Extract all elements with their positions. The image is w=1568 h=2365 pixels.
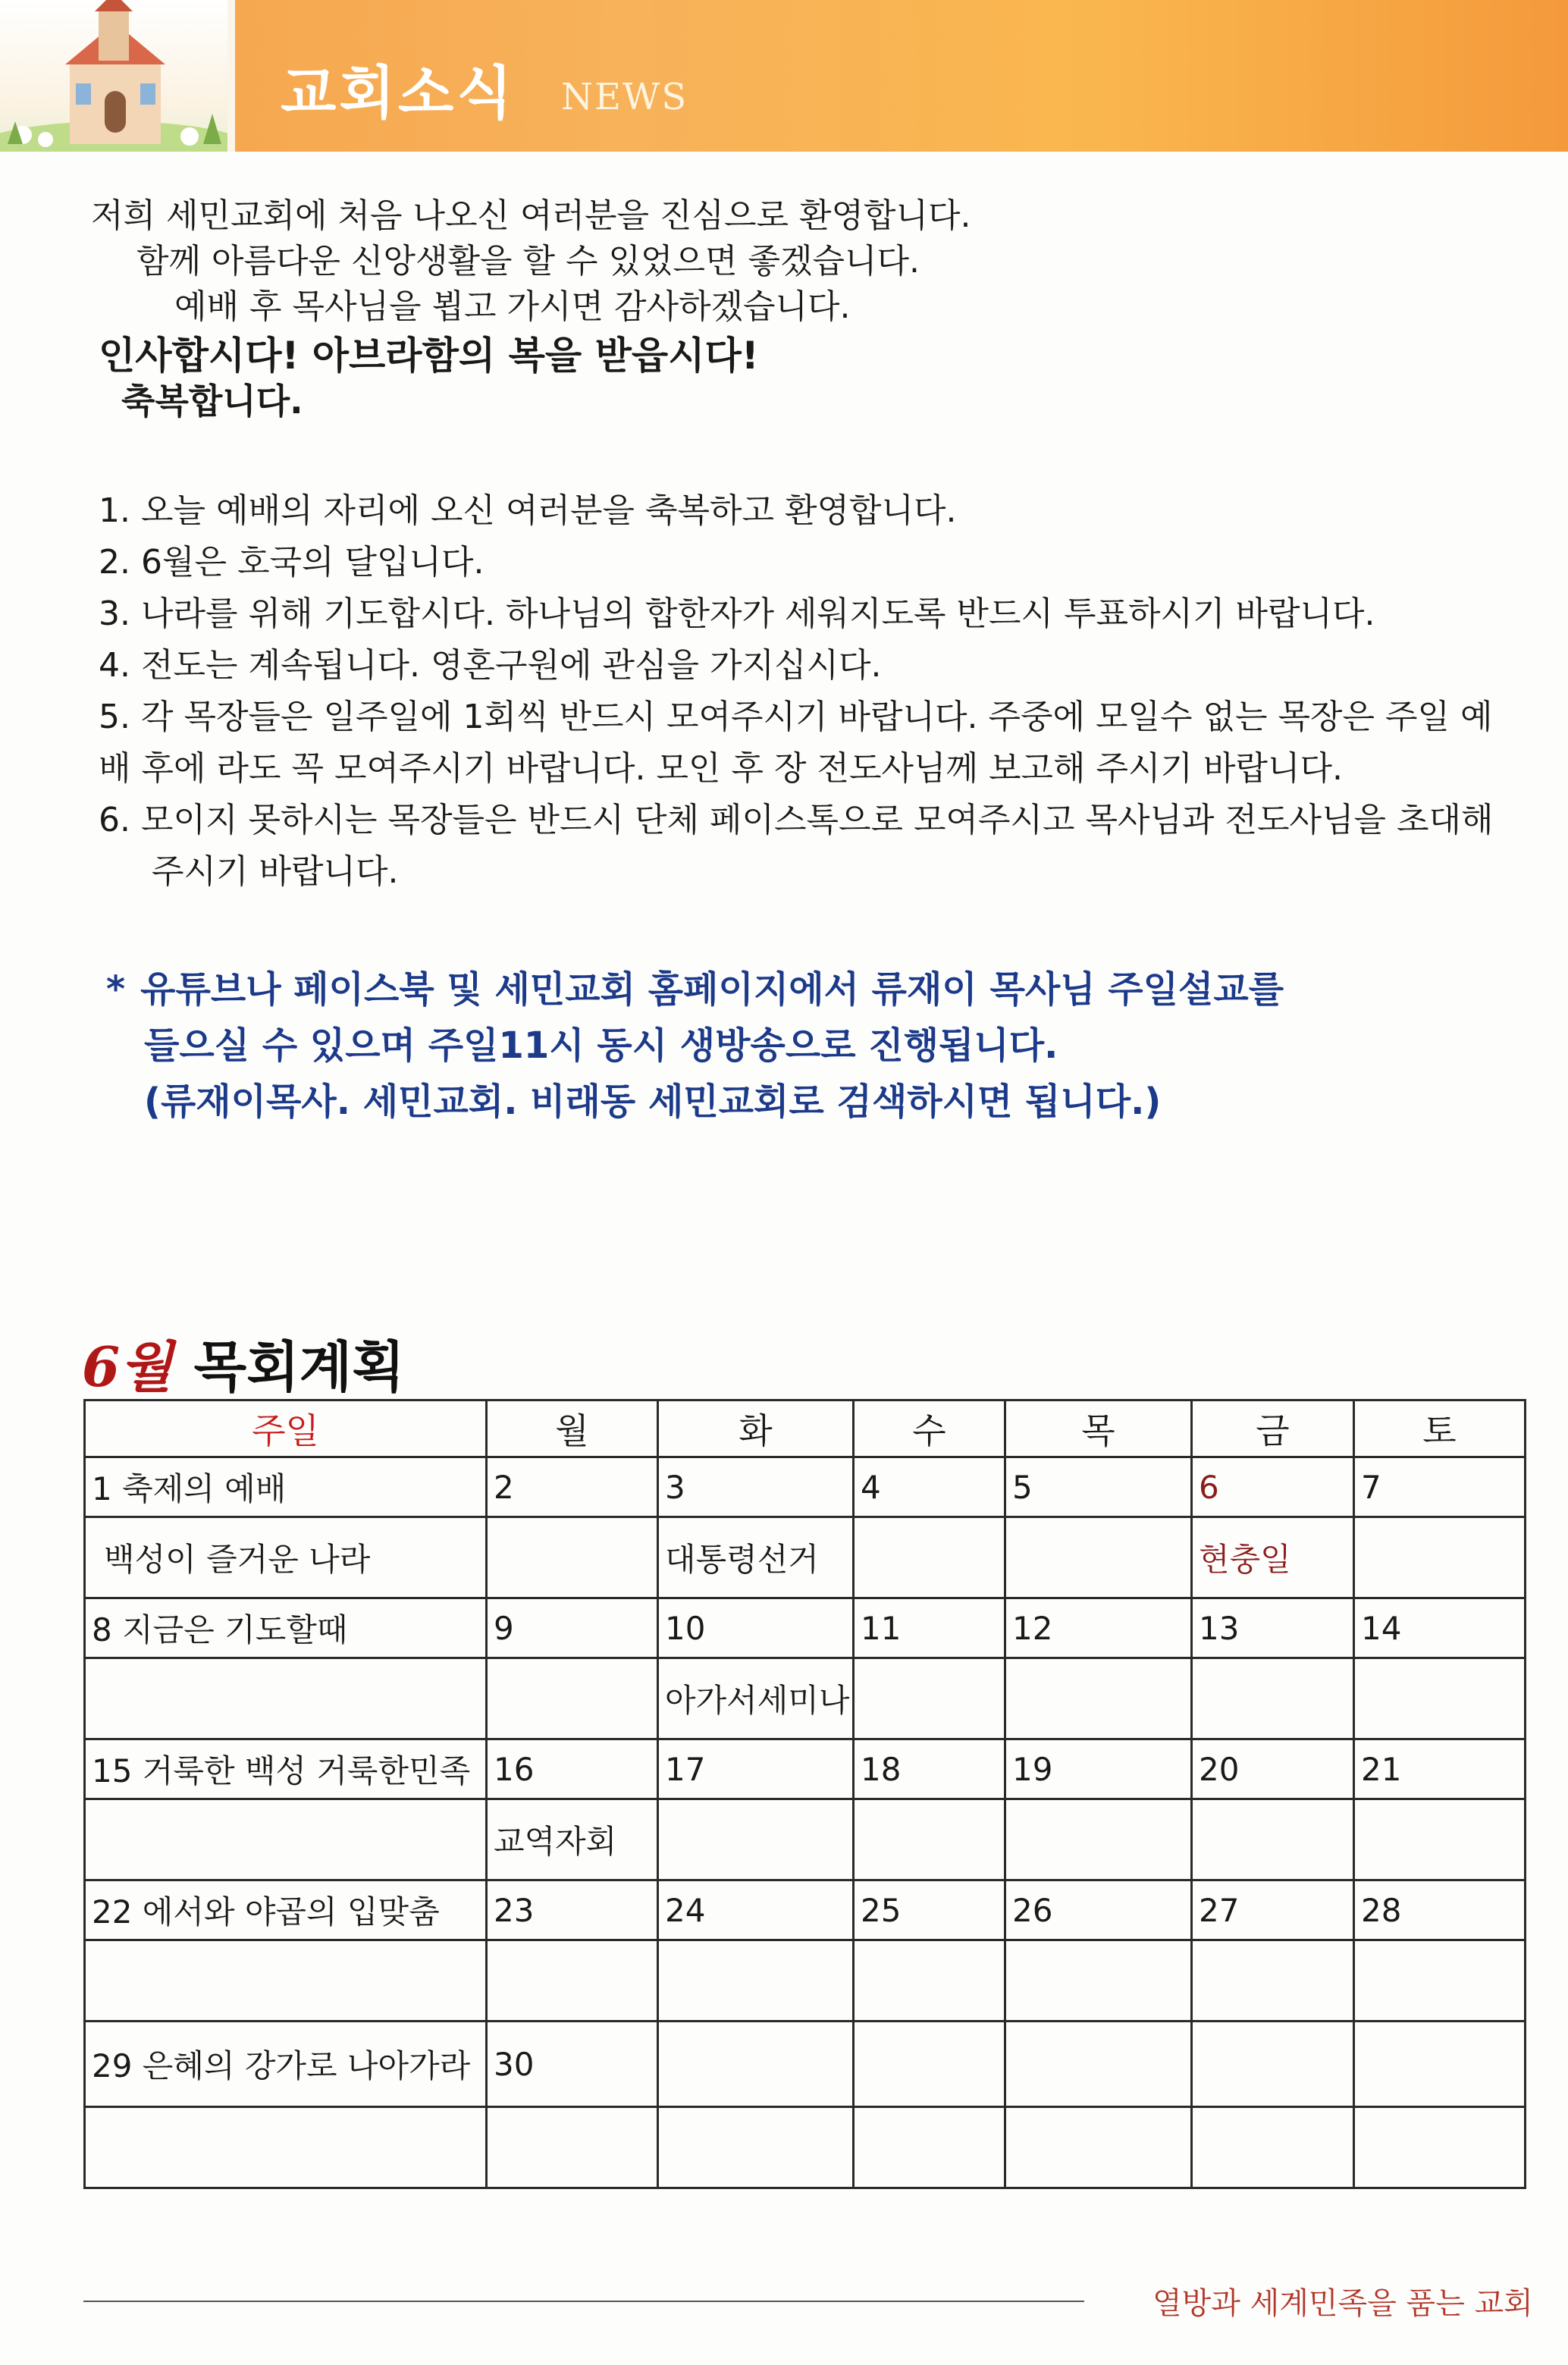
calendar-event-cell: 백성이 즐거운 나라 — [85, 1517, 487, 1598]
plan-heading — [82, 1323, 405, 1402]
calendar-date-cell: 4 — [854, 1457, 1005, 1517]
calendar-date-row — [85, 1457, 1526, 1517]
calendar-date-cell: 28 — [1354, 1880, 1526, 1940]
calendar-event-cell — [1005, 1799, 1192, 1880]
calendar-event-cell — [1192, 1940, 1354, 2022]
calendar-date-cell: 16 — [487, 1739, 658, 1799]
welcome-greeting: 인사합시다! 아브라함의 복을 받읍시다! — [99, 334, 759, 378]
footer-slogan: 열방과 세계민족을 품는 교회 — [1152, 2286, 1533, 2321]
calendar-event-cell — [658, 1940, 854, 2022]
welcome-line: 함께 아름다운 신앙생활을 할 수 있었으면 좋겠습니다. — [136, 242, 920, 281]
calendar-date-cell: 18 — [854, 1739, 1005, 1799]
calendar-date-cell: 7 — [1354, 1457, 1526, 1517]
calendar-date-cell: 29 은혜의 강가로 나아가라 — [85, 2022, 487, 2107]
calendar-event-cell — [658, 1799, 854, 1880]
notice-item — [99, 588, 1524, 640]
calendar-event-cell — [1192, 1799, 1354, 1880]
calendar-event-cell — [1005, 1517, 1192, 1598]
calendar-date-cell: 5 — [1005, 1457, 1192, 1517]
calendar-date-row — [85, 1739, 1526, 1799]
notice-text: 모이지 못하시는 목장들은 반드시 단체 페이스톡으로 모여주시고 목사님과 전도사님을 초대해 주시기 바랍니다. — [140, 801, 1494, 891]
welcome-blessing: 축복합니다. — [121, 381, 303, 422]
notice-item — [99, 537, 1524, 588]
weekday-header: 월 — [487, 1400, 658, 1457]
calendar-date-cell: 17 — [658, 1739, 854, 1799]
calendar-event-cell — [1005, 1940, 1192, 2022]
calendar-event-cell — [1354, 1940, 1526, 2022]
welcome-line: 저희 세민교회에 처음 나오신 여러분을 진심으로 환영합니다. — [91, 196, 971, 235]
calendar-event-row — [85, 1517, 1526, 1598]
calendar-date-cell: 27 — [1192, 1880, 1354, 1940]
calendar-event-cell — [85, 1658, 487, 1739]
calendar-date-row — [85, 1880, 1526, 1940]
calendar-event-row — [85, 2107, 1526, 2188]
calendar-event-cell — [487, 1658, 658, 1739]
notice-number: 6. — [99, 801, 130, 839]
calendar-event-cell — [487, 1517, 658, 1598]
calendar-date-cell — [854, 2022, 1005, 2107]
broadcast-notice — [106, 961, 1284, 1130]
notice-number: 3. — [99, 594, 130, 633]
asterisk-icon: * — [106, 968, 126, 1011]
calendar-date-cell: 26 — [1005, 1880, 1192, 1940]
calendar-date-cell: 9 — [487, 1598, 658, 1658]
calendar-event-cell — [1354, 1517, 1526, 1598]
calendar-event-cell — [1005, 2107, 1192, 2188]
calendar-date-cell: 12 — [1005, 1598, 1192, 1658]
calendar-event-cell — [1192, 2107, 1354, 2188]
calendar-event-cell — [1354, 1799, 1526, 1880]
notice-text: 나라를 위해 기도합시다. 하나님의 합한자가 세워지도록 반드시 투표하시기 바랍니다. — [140, 594, 1375, 633]
welcome-message — [91, 193, 971, 424]
page-subtitle: NEWS — [561, 76, 688, 118]
calendar-date-cell: 21 — [1354, 1739, 1526, 1799]
calendar-date-cell: 13 — [1192, 1598, 1354, 1658]
calendar-date-cell: 2 — [487, 1457, 658, 1517]
calendar-date-cell: 11 — [854, 1598, 1005, 1658]
notice-number: 5. — [99, 698, 130, 736]
calendar-date-cell: 14 — [1354, 1598, 1526, 1658]
header-banner — [0, 0, 1568, 152]
notice-text: 각 목장들은 일주일에 1회씩 반드시 모여주시기 바랍니다. 주중에 모일수 없는 목장은 주일 예배 후에 라도 꼭 모여주시기 바랍니다. 모인 후 장 전도사님께 보고해 주시기 바랍니다. — [99, 698, 1493, 788]
broadcast-line: 들으실 수 있으며 주일11시 동시 생방송으로 진행됩니다. — [144, 1024, 1058, 1067]
calendar-date-cell: 19 — [1005, 1739, 1192, 1799]
calendar-date-cell — [658, 2022, 854, 2107]
header-divider — [227, 0, 235, 152]
notice-number: 4. — [99, 646, 130, 685]
weekday-header: 주일 — [85, 1400, 487, 1457]
calendar-date-cell: 30 — [487, 2022, 658, 2107]
broadcast-search-hint: (류재이목사. 세민교회. 비래동 세민교회로 검색하시면 됩니다.) — [144, 1081, 1162, 1123]
calendar-event-cell — [854, 1940, 1005, 2022]
notice-item — [99, 485, 1524, 537]
weekday-header: 토 — [1354, 1400, 1526, 1457]
notice-number: 1. — [99, 491, 130, 530]
page-title: 교회소식 — [281, 59, 516, 127]
calendar-date-cell: 1 축제의 예배 — [85, 1457, 487, 1517]
calendar-event-row — [85, 1799, 1526, 1880]
calendar-event-row — [85, 1658, 1526, 1739]
calendar-event-cell — [1354, 1658, 1526, 1739]
calendar-date-cell: 22 에서와 야곱의 입맞춤 — [85, 1880, 487, 1940]
calendar-date-cell: 3 — [658, 1457, 854, 1517]
weekday-header: 화 — [658, 1400, 854, 1457]
calendar-date-cell — [1192, 2022, 1354, 2107]
notice-item — [99, 640, 1524, 692]
calendar-date-row — [85, 1598, 1526, 1658]
calendar-event-cell — [854, 2107, 1005, 2188]
calendar-event-cell — [854, 1658, 1005, 1739]
calendar-date-cell — [1354, 2022, 1526, 2107]
church-illustration — [0, 0, 227, 152]
calendar-date-cell: 25 — [854, 1880, 1005, 1940]
plan-month: 6월 — [82, 1335, 173, 1399]
calendar-event-cell — [487, 2107, 658, 2188]
calendar-date-cell: 23 — [487, 1880, 658, 1940]
calendar-event-cell — [658, 2107, 854, 2188]
notice-text: 오늘 예배의 자리에 오신 여러분을 축복하고 환영합니다. — [140, 491, 957, 530]
calendar-date-row — [85, 2022, 1526, 2107]
weekday-header: 수 — [854, 1400, 1005, 1457]
calendar-date-cell: 15 거룩한 백성 거룩한민족 — [85, 1739, 487, 1799]
calendar-event-cell: 아가서세미나 — [658, 1658, 854, 1739]
notice-text: 6월은 호국의 달입니다. — [140, 543, 485, 582]
notice-item — [99, 795, 1524, 898]
broadcast-line: 유튜브나 페이스북 및 세민교회 홈페이지에서 류재이 목사님 주일설교를 — [140, 968, 1284, 1011]
welcome-line: 예배 후 목사님을 뵙고 가시면 감사하겠습니다. — [174, 287, 851, 326]
plan-label: 목회계획 — [193, 1335, 405, 1399]
calendar-date-cell: 10 — [658, 1598, 854, 1658]
calendar-table — [83, 1399, 1526, 2189]
calendar-date-cell: 6 — [1192, 1457, 1354, 1517]
calendar-event-cell: 대통령선거 — [658, 1517, 854, 1598]
weekday-header: 목 — [1005, 1400, 1192, 1457]
calendar-event-cell: 교역자회 — [487, 1799, 658, 1880]
calendar-event-cell: 현충일 — [1192, 1517, 1354, 1598]
calendar-event-cell — [85, 2107, 487, 2188]
calendar-event-cell — [854, 1517, 1005, 1598]
calendar-date-cell: 8 지금은 기도할때 — [85, 1598, 487, 1658]
notice-item — [99, 692, 1524, 795]
calendar-date-cell: 24 — [658, 1880, 854, 1940]
calendar-date-cell — [1005, 2022, 1192, 2107]
calendar-event-cell — [85, 1799, 487, 1880]
calendar-header-row — [85, 1400, 1526, 1457]
calendar-event-cell — [487, 1940, 658, 2022]
footer-divider — [83, 2301, 1084, 2302]
calendar-event-cell — [854, 1799, 1005, 1880]
notice-text: 전도는 계속됩니다. 영혼구원에 관심을 가지십시다. — [140, 646, 882, 685]
calendar-event-row — [85, 1940, 1526, 2022]
calendar-event-cell — [85, 1940, 487, 2022]
calendar-event-cell — [1354, 2107, 1526, 2188]
notice-list — [99, 485, 1524, 898]
notice-number: 2. — [99, 543, 130, 582]
weekday-header: 금 — [1192, 1400, 1354, 1457]
calendar-event-cell — [1192, 1658, 1354, 1739]
calendar-event-cell — [1005, 1658, 1192, 1739]
calendar-date-cell: 20 — [1192, 1739, 1354, 1799]
